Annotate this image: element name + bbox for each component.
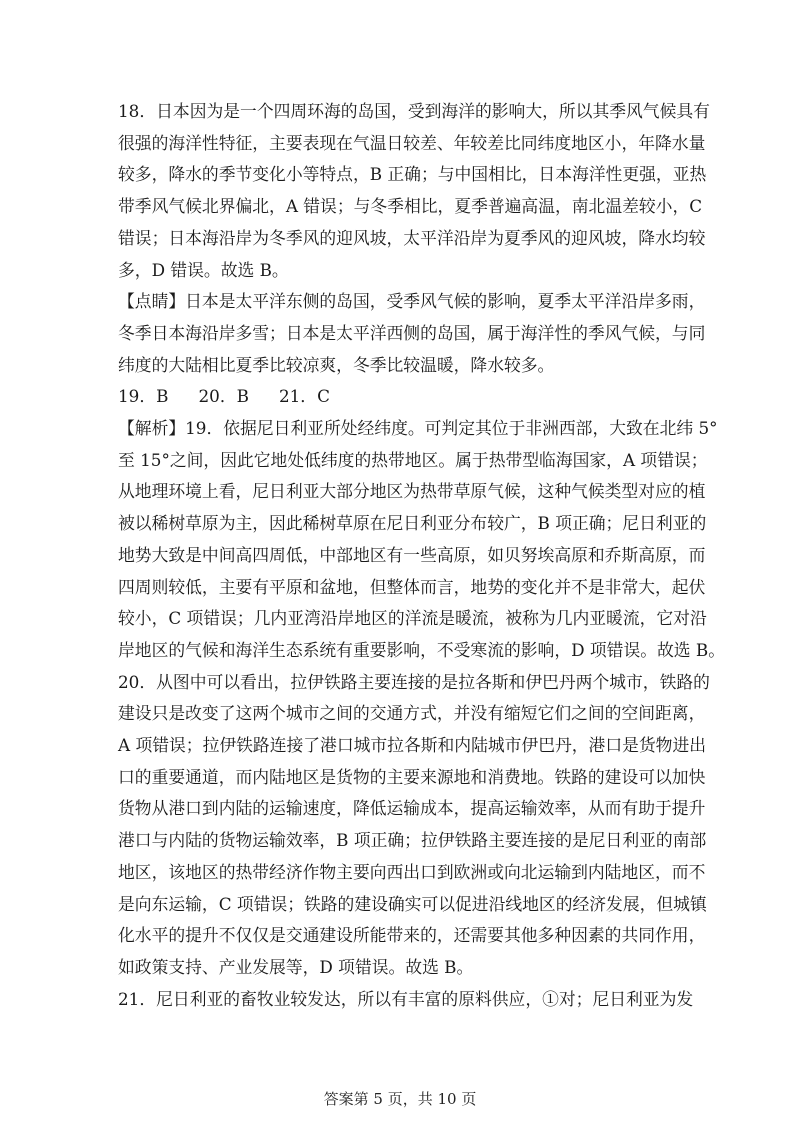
text-line-content: 较多，降水的季节变化小等特点，B 正确；与中国相比，日本海洋性更强，亚热: [118, 164, 707, 185]
text-line: [118, 698, 706, 730]
text-line-content: 货物从港口到内陆的运输速度，降低运输成本，提高运输效率，从而有助于提升: [118, 798, 706, 819]
text-line: [118, 318, 706, 350]
text-line: [118, 159, 707, 191]
text-line-content: A 项错误；拉伊铁路连接了港口城市拉各斯和内陆城市伊巴丹，港口是货物进出: [118, 735, 707, 756]
text-line: [118, 508, 707, 540]
text-line: [118, 730, 707, 762]
text-line: [118, 762, 706, 794]
text-line: [118, 667, 710, 699]
answer-20: 20．B: [198, 386, 249, 407]
text-line-content: 如政策支持、产业发展等，D 项错误。故选 B。: [118, 956, 474, 977]
text-line: [118, 825, 707, 857]
text-line-content: 是向东运输，C 项错误；铁路的建设确实可以促进沿线地区的经济发展，但城镇: [118, 893, 707, 914]
text-line-content: 港口与内陆的货物运输效率，B 项正确；拉伊铁路主要连接的是尼日利亚的南部: [118, 830, 707, 851]
page-footer: 答案第 5 页，共 10 页: [323, 1090, 477, 1108]
text-line: [118, 476, 706, 508]
text-line-content: 带季风气候北界偏北，A 错误；与冬季相比，夏季普遍高温，南北温差较小，C: [118, 196, 703, 217]
text-line-content: 地势大致是中间高四周低，中部地区有一些高原，如贝努埃高原和乔斯高原，而: [118, 544, 706, 565]
text-line-content: 多，D 错误。故选 B。: [118, 259, 289, 280]
text-line: [118, 984, 694, 1016]
questions-19-21-explanation: [118, 413, 726, 1015]
text-line: [118, 603, 707, 635]
text-line: [118, 223, 706, 255]
text-line-content: 建设只是改变了这两个城市之间的交通方式，并没有缩短它们之间的空间距离，: [118, 703, 706, 724]
text-line: [118, 793, 706, 825]
text-line: [118, 128, 706, 160]
text-line-content: 较小，C 项错误；几内亚湾沿岸地区的洋流是暖流，被称为几内亚暖流，它对沿: [118, 608, 707, 629]
text-line: [118, 445, 708, 477]
answer-19: 19．B: [118, 386, 169, 407]
text-line: [118, 540, 706, 572]
text-line-content: 21．尼日利亚的畜牧业较发达，所以有丰富的原料供应，①对；尼日利亚为发: [118, 988, 694, 1009]
text-line: [118, 350, 684, 382]
text-line-content: 从地理环境上看，尼日利亚大部分地区为热带草原气候，这种气候类型对应的植: [118, 481, 706, 502]
text-line-content: 四周则较低，主要有平原和盆地，但整体而言，地势的变化并不是非常大，起伏: [118, 576, 706, 597]
text-line: [118, 255, 684, 287]
text-line: [118, 920, 706, 952]
text-line-content: 地区，该地区的热带经济作物主要向西出口到欧洲或向北运输到内陆地区，而不: [118, 861, 706, 882]
text-line: [118, 96, 710, 128]
text-line-content: 纬度的大陆相比夏季比较凉爽，冬季比较温暖，降水较多。: [118, 354, 555, 375]
question-18-explanation: [118, 96, 710, 381]
text-line: [118, 952, 684, 984]
text-line-content: 至 15°之间，因此它地处低纬度的热带地区。属于热带型临海国家，A 项错误；: [118, 449, 708, 470]
text-line: [118, 413, 718, 445]
text-line-content: 口的重要通道，而内陆地区是货物的主要来源地和消费地。铁路的建设可以加快: [118, 766, 706, 787]
text-line-content: 很强的海洋性特征，主要表现在气温日较差、年较差比同纬度地区小，年降水量: [118, 132, 706, 153]
text-line-content: 18．日本因为是一个四周环海的岛国，受到海洋的影响大，所以其季风气候具有: [118, 101, 710, 121]
text-line-content: 【点睛】日本是太平洋东侧的岛国，受季风气候的影响，夏季太平洋沿岸多雨，: [118, 291, 706, 312]
text-line-content: 冬季日本海沿岸多雪；日本是太平洋西侧的岛国，属于海洋性的季风气候，与同: [118, 322, 706, 343]
text-line: [118, 635, 726, 667]
text-line-content: 岸地区的气候和海洋生态系统有重要影响，不受寒流的影响，D 项错误。故选 B。: [118, 639, 726, 660]
text-line: [118, 572, 706, 604]
answer-key-line: [118, 381, 684, 413]
text-line: [118, 286, 706, 318]
text-line-content: 被以稀树草原为主，因此稀树草原在尼日利亚分布较广，B 项正确；尼日利亚的: [118, 513, 707, 534]
text-line: [118, 191, 703, 223]
text-line: [118, 889, 707, 921]
answer-21: 21．C: [278, 386, 330, 407]
answer-text-body: [118, 96, 726, 1015]
text-line-content: 20．从图中可以看出，拉伊铁路主要连接的是拉各斯和伊巴丹两个城市，铁路的: [118, 671, 710, 692]
text-line-content: 化水平的提升不仅仅是交通建设所能带来的，还需要其他多种因素的共同作用，: [118, 925, 706, 946]
text-line: [118, 857, 706, 889]
text-line-content: 错误；日本海沿岸为冬季风的迎风坡，太平洋沿岸为夏季风的迎风坡，降水均较: [118, 227, 706, 248]
text-line-content: 【解析】19．依据尼日利亚所处经纬度。可判定其位于非洲西部，大致在北纬 5°: [118, 418, 718, 439]
